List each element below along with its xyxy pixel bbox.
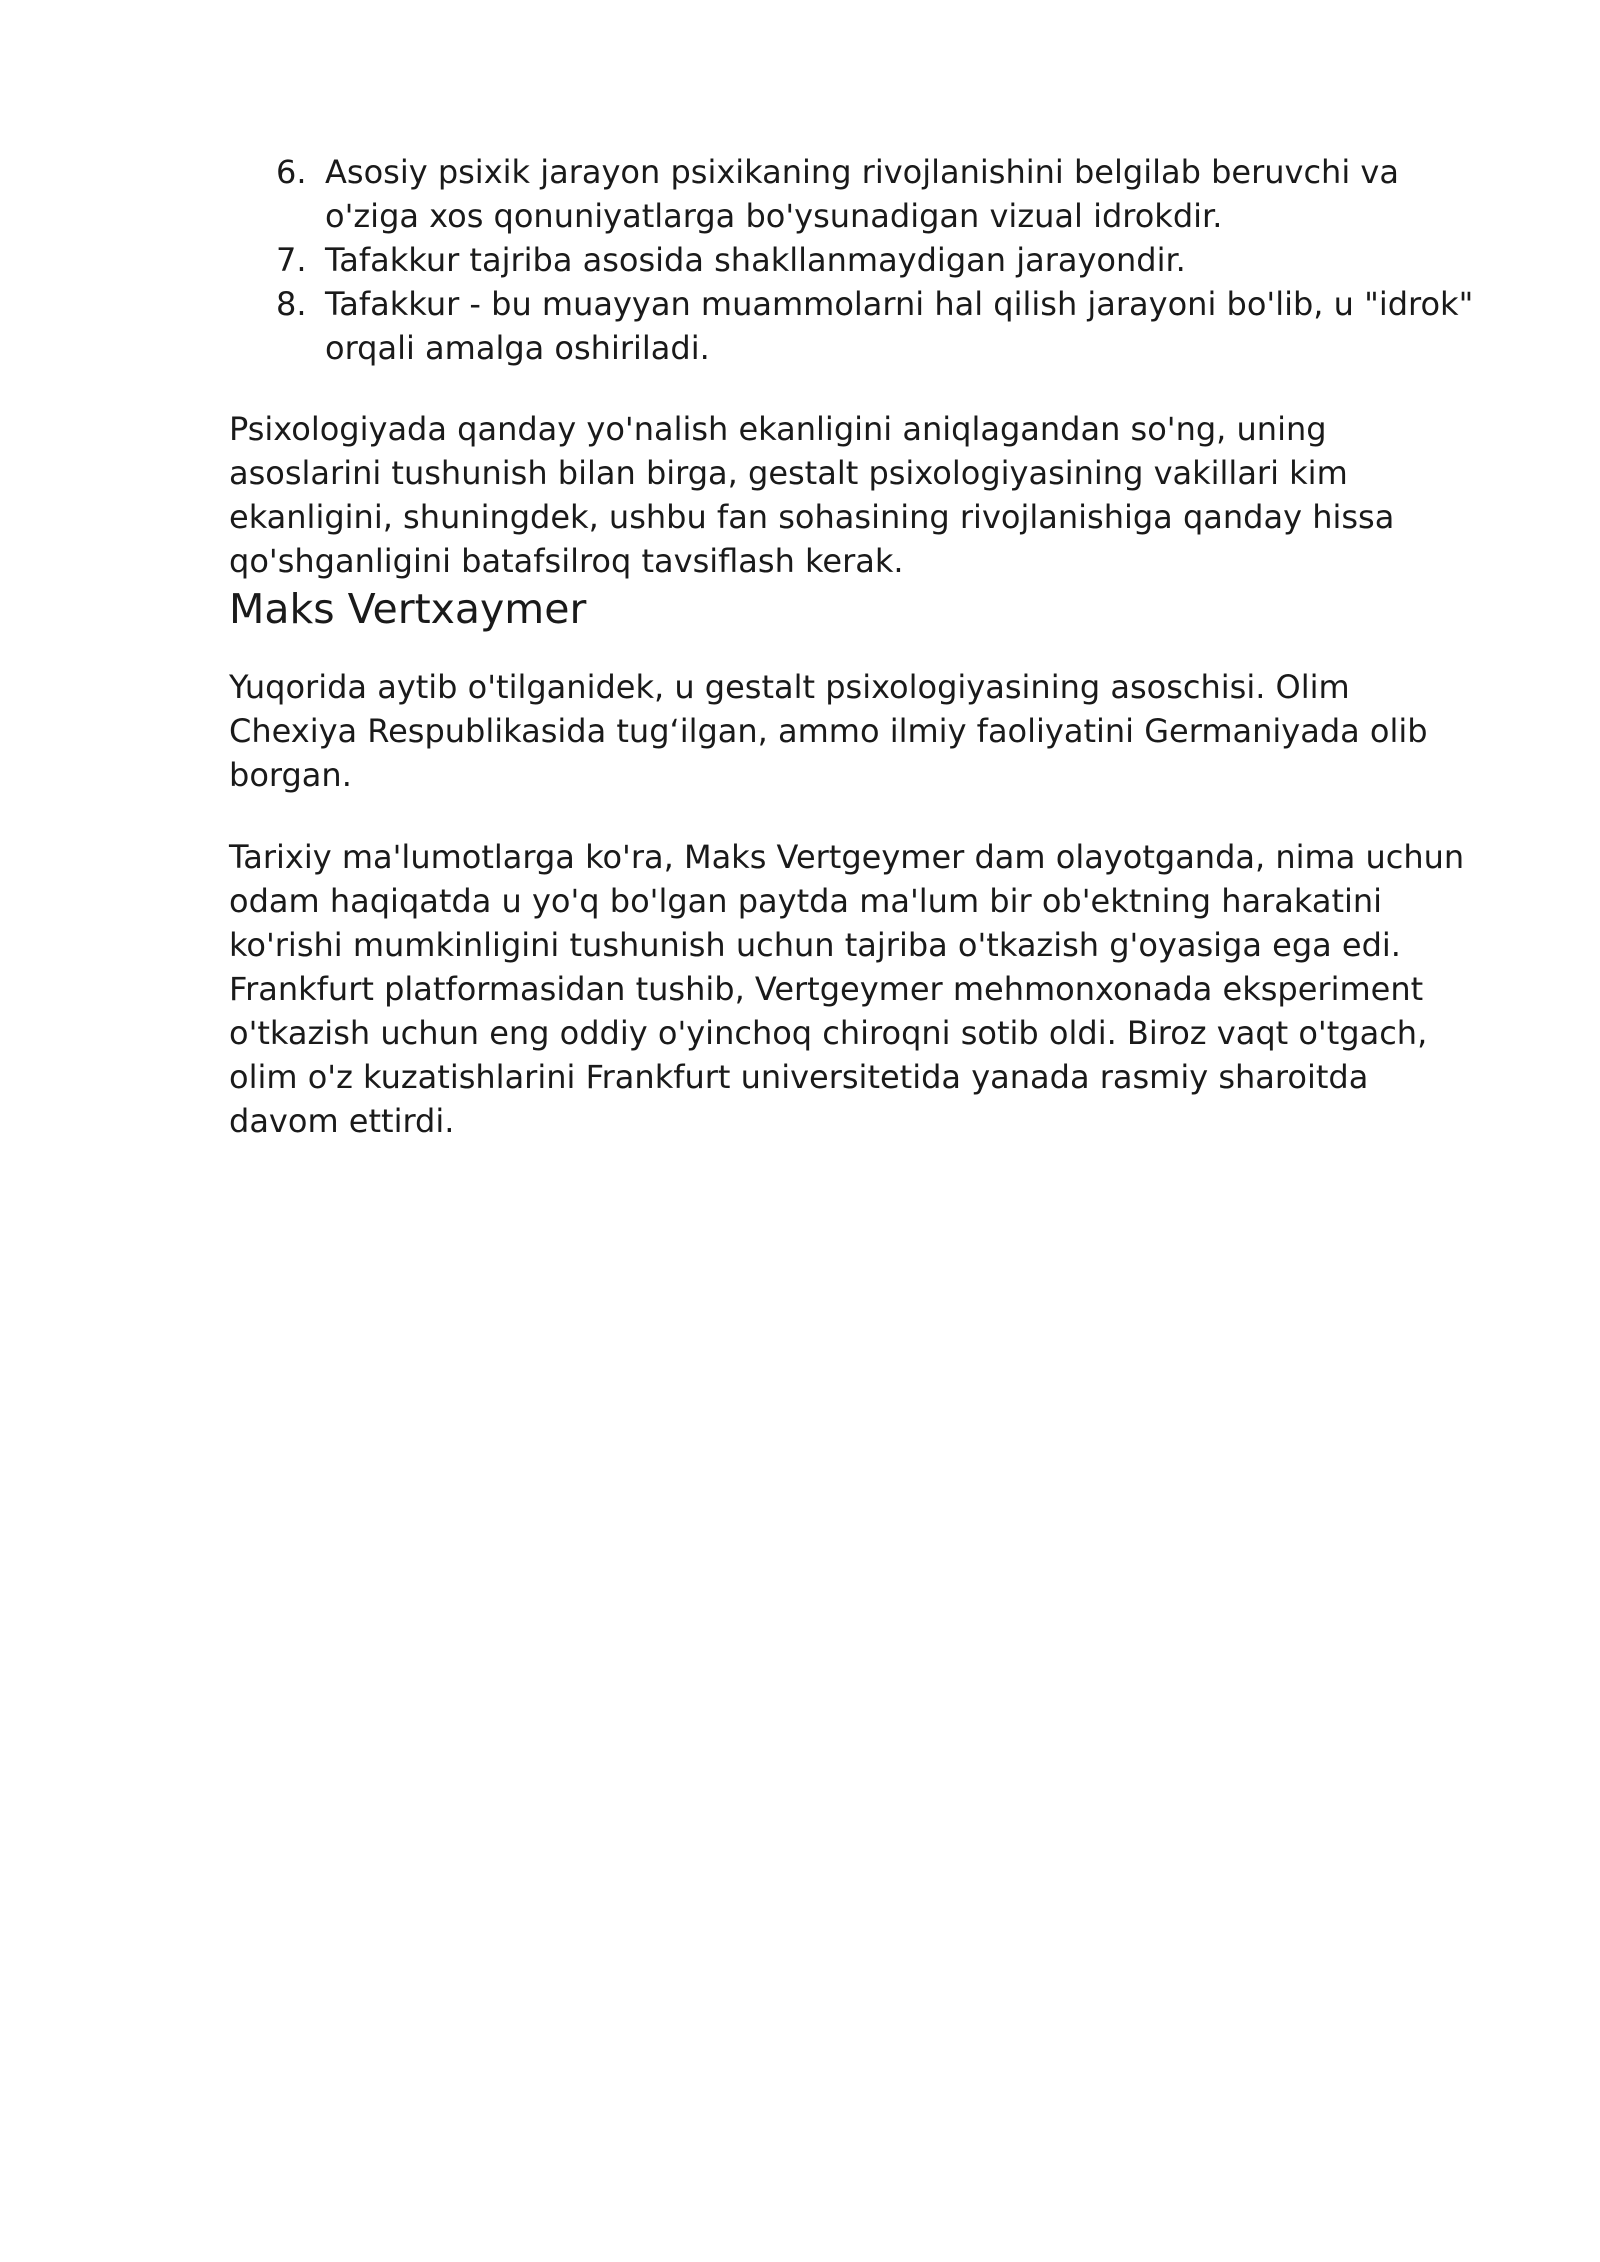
list-item-text: Asosiy psixik jarayon psixikaning rivojlanishini belgilab beruvchi va o'ziga xos qonuniyatlarga bo'ysunadigan vizual idrokdir. [325, 153, 1399, 235]
list-item [229, 150, 1474, 238]
section-heading: Maks Vertxaymer [229, 585, 587, 633]
list-item [229, 238, 1474, 282]
list-item-number: 7. [276, 241, 307, 279]
list-item [229, 282, 1474, 370]
page-content [229, 150, 1474, 1143]
list-item-number: 6. [276, 153, 307, 191]
list-item-number: 8. [276, 285, 307, 323]
intro-paragraph: Psixologiyada qanday yo'nalish ekanligini aniqlagandan so'ng, uning asoslarini tushunish bilan birga, gestalt psixologiyasining vakillari kim ekanligini, shuningdek, ushbu fan sohasining rivojlanishiga qanday hissa qo'shganligini batafsilroq tavsiflash kerak. [229, 410, 1395, 580]
numbered-list [229, 150, 1474, 370]
body-paragraph: Tarixiy ma'lumotlarga ko'ra, Maks Vertgeymer dam olayotganda, nima uchun odam haqiqatda u yo'q bo'lgan paytda ma'lum bir ob'ektning harakatini ko'rishi mumkinligini tushunish uchun tajriba o'tkazish g'oyasiga ega edi. Frankfurt platformasidan tushib, Vertgeymer mehmonxonada eksperiment o'tkazish uchun eng oddiy o'yinchoq chiroqni sotib oldi. Biroz vaqt o'tgach, olim o'z kuzatishlarini Frankfurt universitetida yanada rasmiy sharoitda davom ettirdi. [229, 838, 1465, 1140]
list-item-text: Tafakkur tajriba asosida shakllanmaydigan jarayondir. [325, 241, 1186, 279]
body-paragraph: Yuqorida aytib o'tilganidek, u gestalt psixologiyasining asoschisi. Olim Chexiya Respublikasida tug‘ilgan, ammo ilmiy faoliyatini Germaniyada olib borgan. [229, 668, 1428, 794]
list-item-text: Tafakkur - bu muayyan muammolarni hal qilish jarayoni bo'lib, u "idrok" orqali amalga oshiriladi. [325, 285, 1474, 367]
